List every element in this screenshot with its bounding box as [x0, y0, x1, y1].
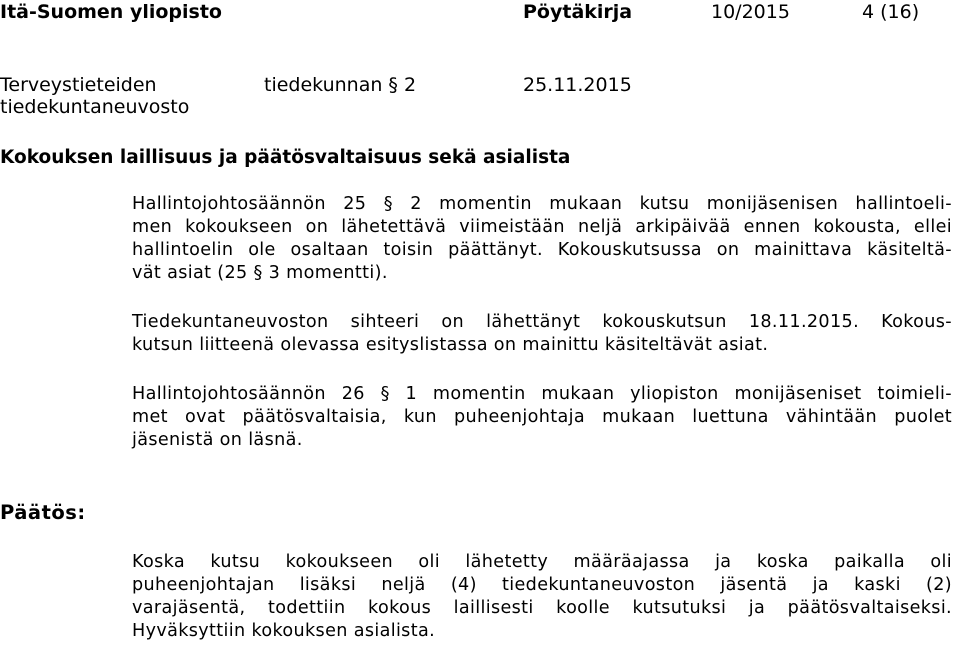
decision-line: puheenjohtajan lisäksi neljä (4) tiedekuntaneuvoston jäsentä ja kaski (2)	[132, 575, 952, 595]
governing-body-line1: Terveystieteiden	[0, 74, 157, 96]
document-type: Pöytäkirja	[523, 1, 633, 23]
paragraph-invitation-sent	[132, 311, 952, 357]
paragraph-line: men kokoukseen on lähetettävä viimeistään neljä arkipäivää ennen kokousta, ellei	[132, 217, 952, 237]
paragraph-line: Hallintojohtosäännön 26 § 1 momentin mukaan yliopiston monijäseniset toimieli-	[132, 384, 952, 404]
governing-body-line2: tiedekuntaneuvosto	[0, 96, 190, 118]
meeting-date: 25.11.2015	[523, 74, 632, 96]
paragraph-line: jäsenistä on läsnä.	[132, 430, 303, 450]
paragraph-line: Tiedekuntaneuvoston sihteeri on lähettänyt kokouskutsun 18.11.2015. Kokous-	[132, 312, 952, 332]
paragraph-line: met ovat päätösvaltaisia, kun puheenjohtaja mukaan luettuna vähintään puolet	[132, 407, 952, 427]
page-number: 4 (16)	[862, 1, 920, 23]
decision-label: Päätös:	[0, 501, 86, 524]
document-number: 10/2015	[711, 1, 790, 23]
paragraph-line: kutsun liitteenä olevassa esityslistassa on mainittu käsiteltävät asiat.	[132, 335, 769, 355]
paragraph-line: hallintoelin ole osaltaan toisin päättänyt. Kokouskutsussa on mainittava käsiteltä-	[132, 240, 952, 260]
clause-reference: tiedekunnan § 2	[264, 74, 417, 96]
section-title: Kokouksen laillisuus ja päätösvaltaisuus sekä asialista	[0, 147, 571, 168]
decision-line: Hyväksyttiin kokouksen asialista.	[132, 621, 436, 641]
organization-name: Itä-Suomen yliopisto	[0, 1, 222, 23]
decision-line: Koska kutsu kokoukseen oli lähetetty määräajassa ja koska paikalla oli	[132, 552, 952, 572]
paragraph-line: Hallintojohtosäännön 25 § 2 momentin mukaan kutsu monijäsenisen hallintoeli-	[132, 194, 952, 214]
paragraph-notice-rules	[132, 193, 952, 285]
paragraph-quorum-rules	[132, 383, 952, 452]
paragraph-line: vät asiat (25 § 3 momentti).	[132, 263, 388, 283]
decision-text	[132, 551, 952, 643]
decision-line: varajäsentä, todettiin kokous laillisesti koolle kutsutuksi ja päätösvaltaiseksi.	[132, 598, 952, 618]
